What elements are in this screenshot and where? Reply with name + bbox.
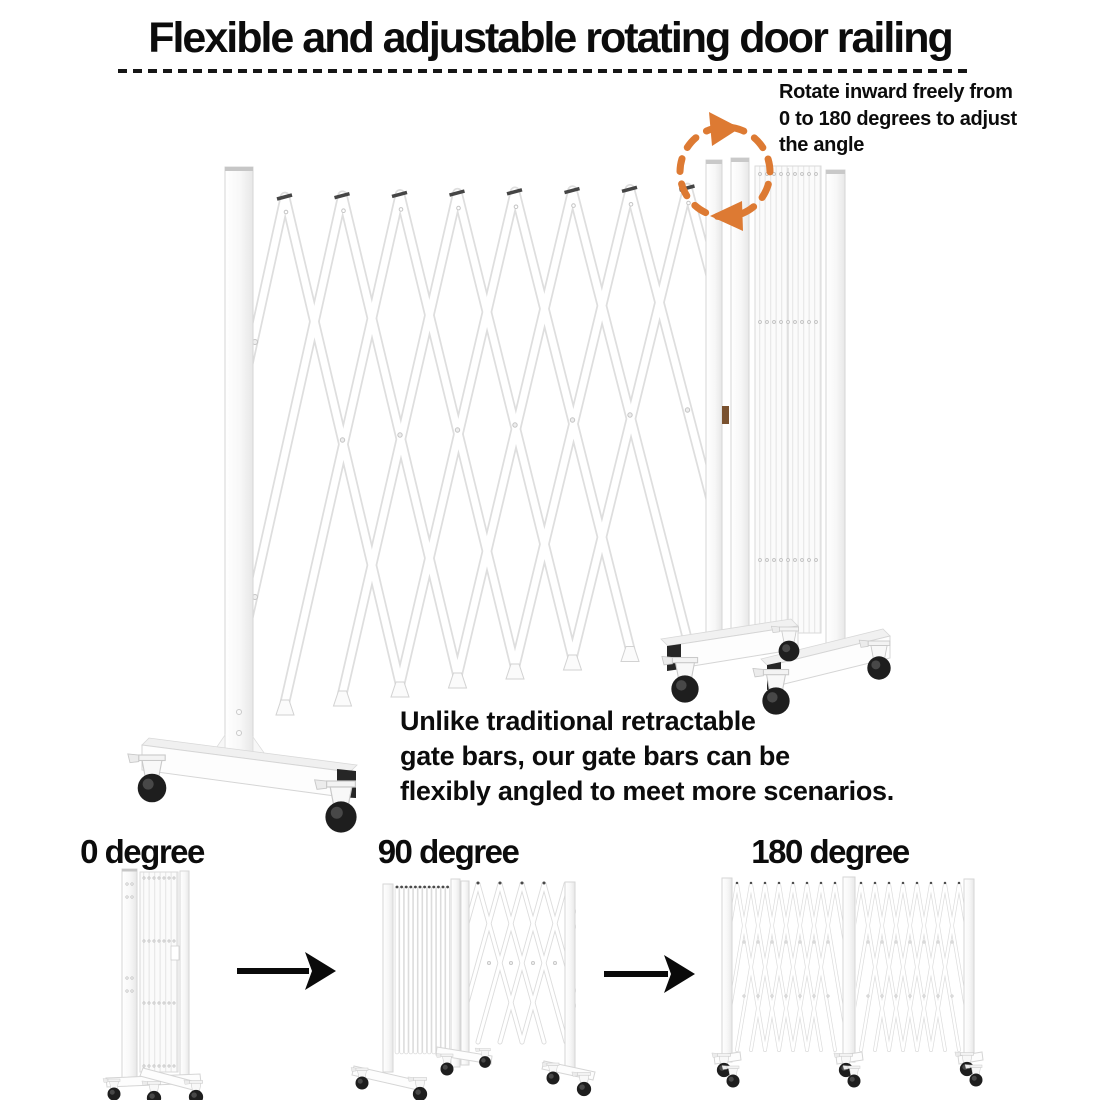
description-line-3: flexibly angled to meet more scenarios.: [400, 776, 894, 806]
caster-wheel: [712, 1053, 731, 1077]
main-gate-left-post: [225, 167, 253, 760]
rotation-note-line-2: 0 to 180 degrees to adjust: [779, 107, 1017, 130]
caster-wheel: [436, 1054, 454, 1076]
gate-0-degree-illustration: [103, 869, 203, 1100]
caster-wheel: [955, 1052, 974, 1076]
stage-label-0-degree: 0 degree: [80, 833, 204, 870]
rotation-note-line-3: the angle: [779, 134, 865, 156]
caster-wheel: [142, 1081, 161, 1100]
caster-wheel: [542, 1063, 560, 1085]
caster-wheel: [351, 1068, 369, 1090]
rotation-note: [779, 79, 1079, 159]
gate-90-degree-illustration: [351, 879, 610, 1100]
description-line-1: Unlike traditional retractable: [400, 706, 756, 736]
description-line-2: gate bars, our gate bars can be: [400, 741, 790, 771]
gate-180-degree-illustration: [709, 877, 987, 1088]
page-title: Flexible and adjustable rotating door railing: [148, 14, 952, 62]
caster-wheel: [315, 780, 357, 833]
gate-latch: [722, 406, 729, 424]
title-divider: [118, 69, 968, 73]
main-gate-folded-section: [706, 158, 845, 650]
right-arrow-icon: [237, 952, 336, 990]
caster-wheel: [103, 1079, 121, 1100]
description-text: [400, 704, 960, 809]
right-arrow-icon: [604, 955, 695, 993]
rotation-note-line-1: Rotate inward freely from: [779, 81, 1013, 103]
caster-wheel: [184, 1080, 203, 1100]
stage-label-90-degree: 90 degree: [377, 833, 519, 870]
caster-wheel: [572, 1072, 591, 1096]
caster-wheel: [128, 754, 167, 802]
stage-label-180-degree: 180 degree: [751, 833, 909, 870]
caster-wheel: [662, 656, 699, 702]
